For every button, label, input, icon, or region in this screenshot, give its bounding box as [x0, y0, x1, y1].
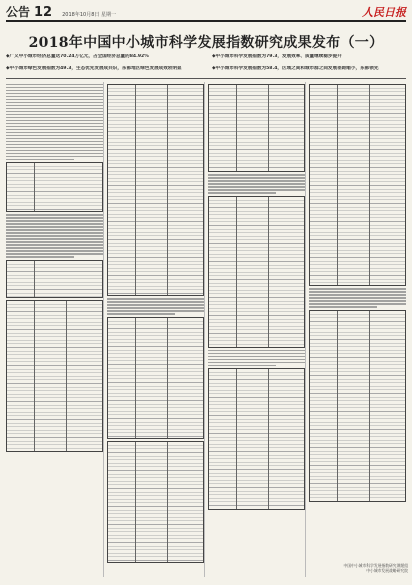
data-table [208, 84, 305, 172]
data-table [107, 441, 204, 563]
data-table [208, 196, 305, 348]
newspaper-logo: 人民日报 [362, 6, 406, 19]
subheads [6, 54, 406, 79]
issue-date: 2018年10月8日 星期一 [62, 12, 116, 18]
subhead-4: ◆中小城市科学发展指数为58.4，区域之间和城市群之间发展差距缩小，东部领先 [212, 66, 379, 71]
page-header [6, 4, 406, 22]
article-text [6, 214, 103, 258]
subhead-1: ◆广义中小城市经济总量达70.24万亿元，占全国经济总量的84.92% [6, 54, 149, 59]
data-table [6, 300, 103, 452]
column-1 [6, 82, 104, 577]
subhead-2: ◆中小城市绿色发展指数为49.3，生态优先发展成共识，东部地区绿色发展成效较明显 [6, 66, 182, 71]
section-label: 公告 [6, 5, 31, 19]
data-table [107, 84, 204, 296]
article-text [107, 298, 204, 315]
article-text [6, 84, 103, 161]
data-table [6, 260, 103, 298]
article-text [208, 350, 305, 367]
data-table [309, 84, 406, 286]
page-headline: 2018年中国中小城市科学发展指数研究成果发布（一） [28, 35, 384, 51]
credit-line-1: 中国中小城市科学发展指数研究课题组 [343, 563, 408, 568]
page-number: 12 [34, 5, 53, 20]
publisher-credit [343, 563, 408, 573]
column-3 [208, 82, 306, 577]
data-table [309, 310, 406, 502]
data-table [208, 368, 305, 510]
article-text [309, 288, 406, 308]
body-columns [6, 82, 406, 577]
data-table [107, 317, 204, 439]
column-2 [107, 82, 205, 577]
column-4 [309, 82, 406, 577]
credit-line-2: 中小城市发展战略研究院 [366, 568, 408, 573]
article-text [208, 174, 305, 194]
data-table [6, 162, 103, 212]
subhead-3: ◆中小城市科学发展指数为79.3，发展效率、质量继续稳步提升 [212, 54, 342, 59]
